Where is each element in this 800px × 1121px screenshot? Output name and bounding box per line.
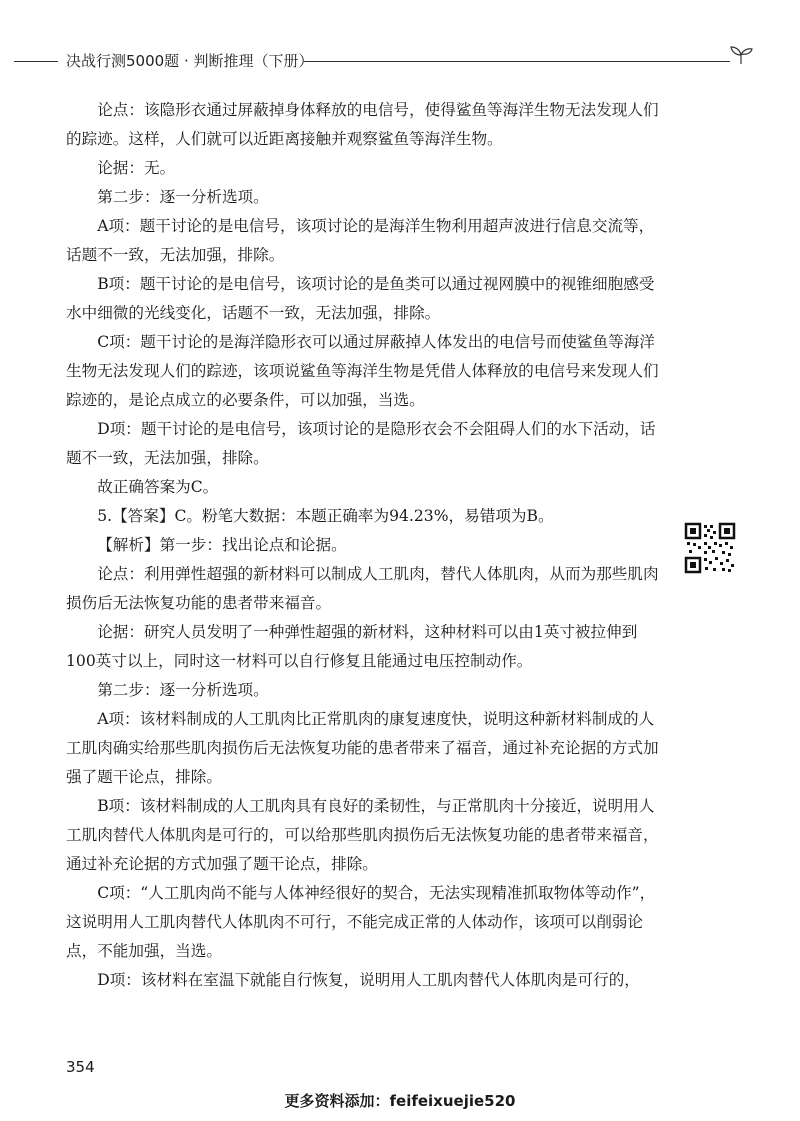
page-number: 354 bbox=[66, 1058, 95, 1076]
paragraph: B项：题干讨论的是电信号，该项讨论的是鱼类可以通过视网膜中的视锥细胞感受水中细微的光线变化，话题不一致，无法加强，排除。 bbox=[66, 275, 655, 322]
header-title: 决战行测5000题 · 判断推理（下册） bbox=[66, 52, 314, 70]
paragraph: A项：题干讨论的是电信号，该项讨论的是海洋生物利用超声波进行信息交流等，话题不一致，无法加强，排除。 bbox=[66, 217, 655, 264]
paragraph: C项：题干讨论的是海洋隐形衣可以通过屏蔽掉人体发出的电信号而使鲨鱼等海洋生物无法发现人们的踪迹，该项说鲨鱼等海洋生物是凭借人体释放的电信号来发现人们踪迹的，是论点成立的必要条件，可以加强，当选。 bbox=[66, 333, 659, 409]
paragraph: 论点：该隐形衣通过屏蔽掉身体释放的电信号，使得鲨鱼等海洋生物无法发现人们的踪迹。这样，人们就可以近距离接触并观察鲨鱼等海洋生物。 bbox=[66, 101, 659, 148]
paragraph: 第二步：逐一分析选项。 bbox=[97, 188, 269, 206]
paragraph: 论点：利用弹性超强的新材料可以制成人工肌肉，替代人体肌肉，从而为那些肌肉损伤后无法恢复功能的患者带来福音。 bbox=[66, 565, 659, 612]
paragraph: 故正确答案为C。 bbox=[97, 478, 219, 496]
header-rule-left bbox=[14, 61, 58, 62]
footer-watermark: 更多资料添加：feifeixuejie520 bbox=[284, 1092, 516, 1110]
body-text bbox=[66, 96, 666, 995]
paragraph: D项：该材料在室温下就能自行恢复，说明用人工肌肉替代人体肌肉是可行的， bbox=[97, 971, 640, 989]
header-rule-right bbox=[304, 61, 730, 62]
paragraph: 论据：无。 bbox=[97, 159, 176, 177]
paragraph: 论据：研究人员发明了一种弹性超强的新材料，这种材料可以由1英寸被拉伸到100英寸以上，同时这一材料可以自行修复且能通过电压控制动作。 bbox=[66, 623, 638, 670]
paragraph: D项：题干讨论的是电信号，该项讨论的是隐形衣会不会阻碍人们的水下活动，话题不一致，无法加强，排除。 bbox=[66, 420, 656, 467]
sprout-icon bbox=[726, 42, 756, 72]
running-header bbox=[14, 44, 744, 76]
paragraph: A项：该材料制成的人工肌肉比正常肌肉的康复速度快，说明这种新材料制成的人工肌肉确实给那些肌肉损伤后无法恢复功能的患者带来了福音，通过补充论据的方式加强了题干论点，排除。 bbox=[66, 710, 659, 786]
paragraph: C项：“人工肌肉尚不能与人体神经很好的契合，无法实现精准抓取物体等动作”，这说明用人工肌肉替代人体肌肉不可行，不能完成正常的人体动作，该项可以削弱论点，不能加强，当选。 bbox=[66, 884, 656, 960]
paragraph: 第二步：逐一分析选项。 bbox=[97, 681, 269, 699]
analysis-line: 【解析】第一步：找出论点和论据。 bbox=[97, 536, 347, 554]
answer-line: 5.【答案】C。粉笔大数据：本题正确率为94.23%，易错项为B。 bbox=[97, 507, 554, 525]
paragraph: B项：该材料制成的人工肌肉具有良好的柔韧性，与正常肌肉十分接近，说明用人工肌肉替代人体肌肉是可行的，可以给那些肌肉损伤后无法恢复功能的患者带来福音，通过补充论据的方式加强了题干论点，排除。 bbox=[66, 797, 659, 873]
qr-code-icon[interactable] bbox=[684, 522, 736, 574]
